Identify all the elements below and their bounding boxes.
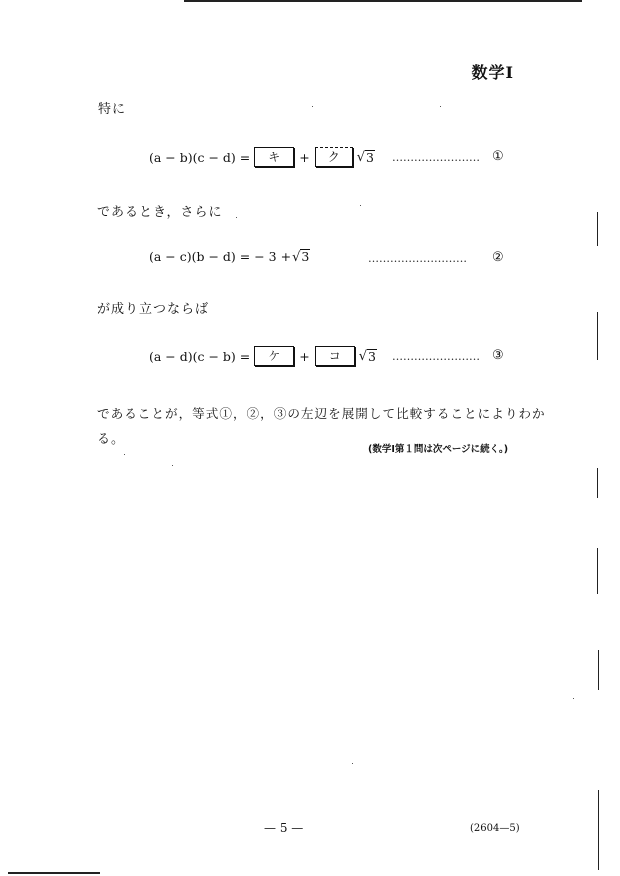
answer-box-ki: キ <box>254 147 294 167</box>
radicand: 3 <box>301 249 310 265</box>
equation-3 <box>149 346 377 366</box>
radical-sign-icon: √ <box>358 349 368 365</box>
plus-sign: + <box>299 348 310 364</box>
dot-leader-3: …………………… <box>392 350 480 363</box>
subject-title: 数学Ⅰ <box>471 63 514 82</box>
scan-speck <box>236 217 237 218</box>
radicand: 3 <box>368 348 376 364</box>
scan-right-edge-mark <box>598 650 599 690</box>
conclusion-text-line-2: る。 <box>97 432 126 447</box>
plus-sign: + <box>299 149 310 165</box>
scan-speck <box>172 465 173 466</box>
page-number: — 5 — <box>264 821 304 835</box>
scan-right-edge-mark <box>597 212 598 246</box>
scan-speck <box>352 763 353 764</box>
radical-sign-icon: √ <box>356 150 366 166</box>
equation-1 <box>149 147 375 167</box>
continue-note: (数学Ⅰ第１問は次ページに続く。) <box>368 444 509 455</box>
scan-right-edge-mark <box>597 468 598 498</box>
dot-leader-2: ……………………… <box>368 252 467 265</box>
scan-speck <box>360 205 361 206</box>
scan-right-edge-mark <box>598 790 599 870</box>
page-code: (2604—5) <box>470 823 520 834</box>
sqrt-expression <box>359 349 377 364</box>
intro-text: 特に <box>98 102 127 117</box>
answer-box-ko: コ <box>315 346 355 366</box>
scan-top-edge-line <box>184 0 582 2</box>
sqrt-expression <box>292 249 310 264</box>
implication-text: が成り立つならば <box>97 302 210 317</box>
scan-right-edge-mark <box>597 548 598 594</box>
radicand: 3 <box>366 149 374 165</box>
scan-speck <box>312 106 313 107</box>
scan-speck <box>573 698 574 699</box>
equation-1-ref: ① <box>492 149 504 164</box>
equation-3-lhs: (a − d)(c − b) = <box>149 348 251 364</box>
dot-leader-1: …………………… <box>392 151 480 164</box>
radical-sign-icon: √ <box>292 249 301 265</box>
equation-2-lhs: (a − c)(b − d) = − 3 + <box>149 249 292 264</box>
condition-text: であるとき，さらに <box>97 205 223 220</box>
equation-2-ref: ② <box>492 250 504 265</box>
equation-1-lhs: (a − b)(c − d) = <box>149 149 251 165</box>
answer-box-ke: ケ <box>254 346 294 366</box>
equation-2 <box>149 249 310 264</box>
scan-bottom-edge-line <box>8 872 100 874</box>
scan-speck <box>124 454 125 455</box>
equation-3-ref: ③ <box>492 348 504 363</box>
conclusion-text-line-1: であることが，等式①，②，③の左辺を展開して比較することによりわか <box>97 406 546 421</box>
sqrt-expression <box>357 150 375 165</box>
scan-right-edge-mark <box>597 312 598 360</box>
answer-box-ku: ク <box>315 147 353 167</box>
scan-speck <box>440 106 441 107</box>
